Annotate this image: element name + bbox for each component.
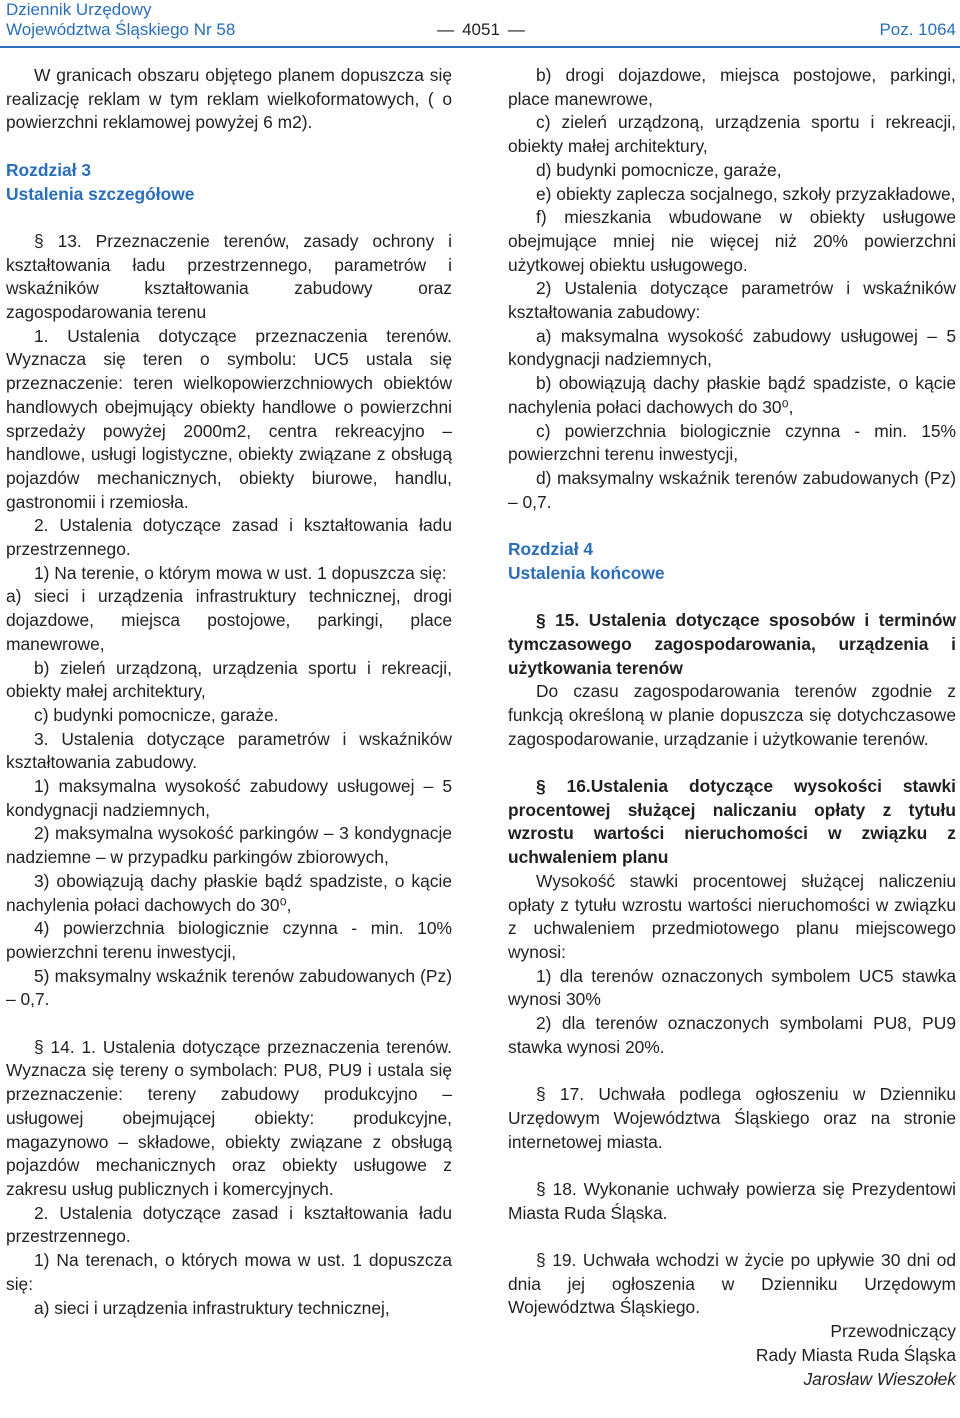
chapter-4-title: Rozdział 4 [508, 539, 594, 560]
point-2-a: a) maksymalna wysokość zabudowy usługowej – 5 kondygnacji nadziemnych, [508, 325, 956, 370]
section-13-point-3-1: 1) maksymalna wysokość zabudowy usługowej – 5 kondygnacji nadziemnych, [6, 776, 452, 820]
section-13-point-2: 2. Ustalenia dotyczące zasad i kształtowania ładu przestrzennego. [6, 515, 452, 560]
section-13-point-2-a: a) sieci i urządzenia infrastruktury technicznej, drogi dojazdowe, miejsca postojowe, parkingi, place manewrowe, [6, 586, 452, 654]
chapter-3-subtitle: Ustalenia szczegółowe [6, 183, 195, 204]
item-c: c) zieleń urządzoną, urządzenia sportu i rekreacji, obiekty małej architektury, [508, 112, 956, 157]
section-13-point-3-3: 3) obowiązują dachy płaskie bądź spadziste, o kącie nachylenia połaci dachowych do 30⁰, [6, 870, 452, 915]
chapter-3-title: Rozdział 3 [6, 159, 92, 180]
section-13-point-1: 1. Ustalenia dotyczące przeznaczenia terenów. Wyznacza się teren o symbolu: UC5 ustala się przeznaczenie: teren wielkopowierzchniowych obiektów handlowych obejmujący obiekty handlowe o powierzchni sprzedaży powyżej 2000m2, centra rekreacyjno – handlowe, usługi logistyczne, obiekty związane z obsługą pojazdów mechanicznych, obiekty biurowe, handlu, gastronomii i rzemiosła. [6, 325, 452, 512]
section-16-point-1: 1) dla terenów oznaczonych symbolem UC5 stawka wynosi 30% [508, 965, 956, 1010]
section-14-point-2: 2. Ustalenia dotyczące zasad i kształtowania ładu przestrzennego. [6, 1202, 452, 1247]
section-17: § 17. Uchwała podlega ogłoszeniu w Dzienniku Urzędowym Województwa Śląskiego oraz na stronie internetowej miasta. [508, 1084, 956, 1152]
section-15-heading: § 15. Ustalenia dotyczące sposobów i terminów tymczasowego zagospodarowania, urządzenia i użytkowania terenów [508, 610, 956, 678]
section-16-text: Wysokość stawki procentowej służącej naliczeniu opłaty z tytułu wzrostu wartości nieruchomości w związku z uchwaleniem przedmiotowego planu miejscowego wynosi: [508, 870, 956, 962]
journal-title-line2: Województwa Śląskiego Nr 58 [6, 20, 236, 39]
section-13-point-3-4: 4) powierzchnia biologicznie czynna - min. 10% powierzchni terenu inwestycji, [6, 918, 452, 962]
item-b: b) drogi dojazdowe, miejsca postojowe, parkingi, place manewrowe, [508, 65, 956, 109]
section-13-point-2-b: b) zieleń urządzoną, urządzenia sportu i rekreacji, obiekty małej architektury, [6, 657, 452, 702]
section-14-point-2-a: a) sieci i urządzenia infrastruktury technicznej, [34, 1297, 390, 1318]
chapter-4-subtitle: Ustalenia końcowe [508, 562, 665, 583]
item-f: f) mieszkania wbudowane w obiekty usługowe obejmujące mniej nie więcej niż 20% powierzchni użytkowej obiektu usługowego. [508, 207, 956, 275]
item-d: d) budynki pomocnicze, garaże, [536, 159, 782, 180]
paragraph-advertising: W granicach obszaru objętego planem dopuszcza się realizację reklam w tym reklam wielkoformatowych, ( o powierzchni reklamowej powyżej 6 m2). [6, 65, 452, 133]
header-rule [0, 46, 960, 48]
signature-role: Przewodniczący [830, 1321, 956, 1342]
signature-name: Jarosław Wieszołek [803, 1368, 956, 1389]
section-19: § 19. Uchwała wchodzi w życie po upływie 30 dni od dnia jej ogłoszenia w Dzienniku Urzędowym Województwa Śląskiego. [508, 1250, 956, 1318]
section-16-heading: § 16.Ustalenia dotyczące wysokości stawki procentowej służącej naliczaniu opłaty z tytułu wzrostu wartości nieruchomości w związku z uchwaleniem planu [508, 776, 956, 868]
page-number: — 4051 — [6, 20, 956, 40]
point-2: 2) Ustalenia dotyczące parametrów i wskaźników kształtowania zabudowy: [508, 278, 956, 323]
right-column [508, 64, 956, 1391]
section-13-point-2-c: c) budynki pomocnicze, garaże. [34, 704, 279, 725]
section-13-point-2-1: 1) Na terenie, o którym mowa w ust. 1 dopuszcza się: [34, 562, 447, 583]
position-number: Poz. 1064 [879, 20, 956, 39]
section-13-point-3-2: 2) maksymalna wysokość parkingów – 3 kondygnacje nadziemne – w przypadku parkingów zbiorowych, [6, 823, 452, 868]
section-13-point-3: 3. Ustalenia dotyczące parametrów i wskaźników kształtowania zabudowy. [6, 728, 452, 773]
page-header [6, 0, 956, 44]
section-14-point-1: § 14. 1. Ustalenia dotyczące przeznaczenia terenów. Wyznacza się tereny o symbolach: PU8, PU9 i ustala się przeznaczenie: tereny zabudowy produkcyjno – usługowej obejmującej obiekty: produkcyjne, magazynowo – składowe, obiekty związane z obsługą pojazdów mechanicznych oraz obiekty usługowe z zakresu usług publicznych i komercyjnych. [6, 1036, 452, 1199]
point-2-d: d) maksymalny wskaźnik terenów zabudowanych (Pz) – 0,7. [508, 467, 956, 512]
point-2-b: b) obowiązują dachy płaskie bądź spadziste, o kącie nachylenia połaci dachowych do 30⁰, [508, 373, 956, 417]
point-2-c: c) powierzchnia biologicznie czynna - min. 15% powierzchni terenu inwestycji, [508, 420, 956, 465]
section-13-point-3-5: 5) maksymalny wskaźnik terenów zabudowanych (Pz) – 0,7. [6, 965, 452, 1010]
section-18: § 18. Wykonanie uchwały powierza się Prezydentowi Miasta Ruda Śląska. [508, 1178, 956, 1223]
item-e: e) obiekty zaplecza socjalnego, szkoły przyzakładowe, [536, 183, 956, 204]
section-15-text: Do czasu zagospodarowania terenów zgodnie z funkcją określoną w planie dopuszcza się dotychczasowe zagospodarowanie, urządzanie i użytkowanie terenów. [508, 681, 956, 749]
section-14-point-2-1: 1) Na terenach, o których mowa w ust. 1 dopuszcza się: [6, 1250, 452, 1294]
journal-title-line1: Dziennik Urzędowy [6, 0, 152, 19]
signature-body: Rady Miasta Ruda Śląska [755, 1344, 956, 1365]
section-16-point-2: 2) dla terenów oznaczonych symbolami PU8, PU9 stawka wynosi 20%. [508, 1013, 956, 1057]
left-column [6, 64, 452, 1320]
section-13-heading: § 13. Przeznaczenie terenów, zasady ochrony i kształtowania ładu przestrzennego, parametrów i wskaźników kształtowania zabudowy oraz zagospodarowania terenu [6, 230, 452, 322]
